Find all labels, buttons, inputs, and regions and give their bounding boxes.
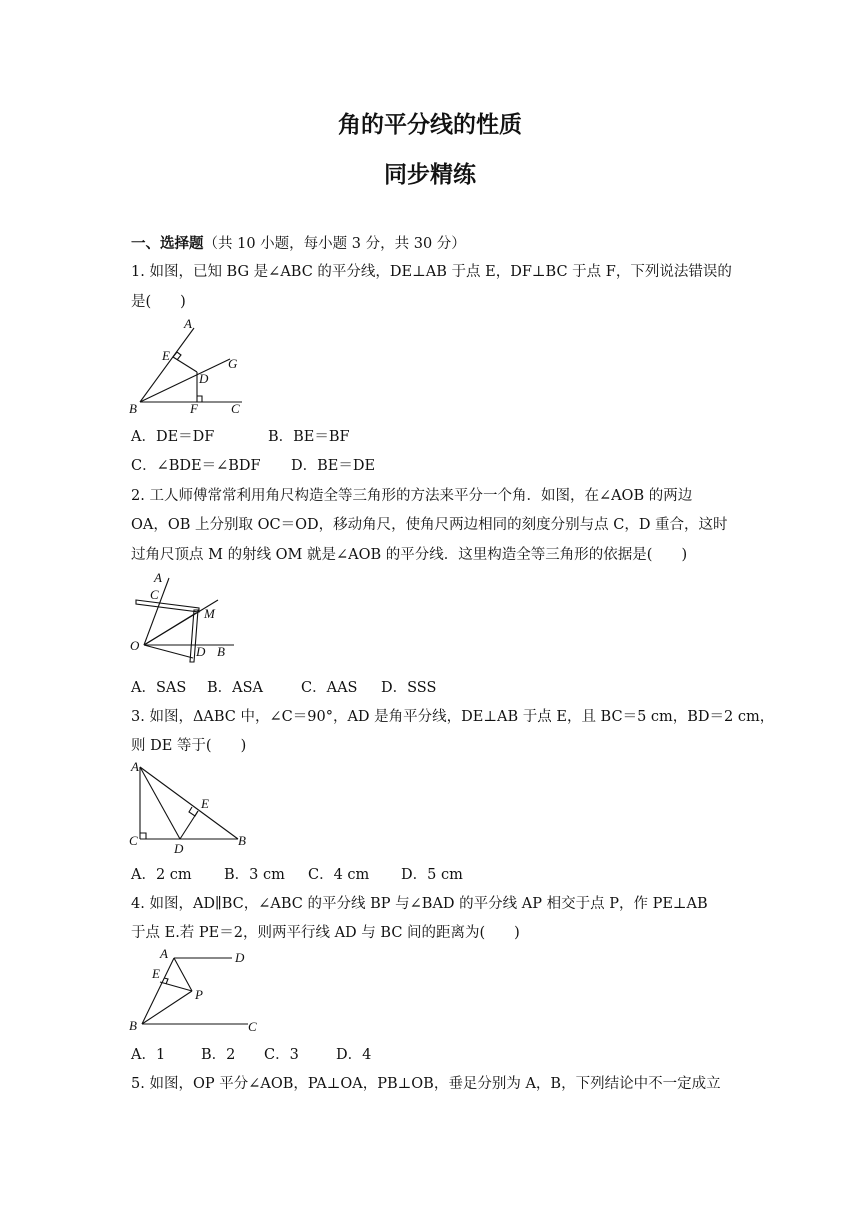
q2-line-1: 2. 工人师傅常常利用角尺构造全等三角形的方法来平分一个角．如图，在∠AOB 的两边 bbox=[131, 488, 693, 504]
q2-option-a: A．SAS bbox=[131, 680, 187, 696]
q1-label-b: B bbox=[129, 401, 137, 416]
q2-label-m: M bbox=[204, 606, 215, 621]
q1-figure bbox=[122, 315, 252, 420]
q3-option-a: A．2 cm bbox=[131, 867, 192, 883]
q1-option-b: B．BE＝BF bbox=[268, 429, 350, 445]
q1-label-g: G bbox=[228, 356, 238, 371]
q5-line-1: 5. 如图，OP 平分∠AOB，PA⊥OA，PB⊥OB，垂足分别为 A，B，下列结论中不一定成立 bbox=[131, 1076, 721, 1092]
q1-line-1: 1. 如图，已知 BG 是∠ABC 的平分线，DE⊥AB 于点 E，DF⊥BC 于点 F，下列说法错误的 bbox=[131, 264, 732, 280]
q3-line-1: 3. 如图，ΔABC 中，∠C＝90°，AD 是角平分线，DE⊥AB 于点 E，且 BC＝5 cm，BD＝2 cm， bbox=[131, 709, 775, 725]
q1-label-e: E bbox=[162, 348, 170, 363]
q2-label-c: C bbox=[150, 587, 159, 602]
q2-figure bbox=[124, 570, 239, 665]
q3-label-c: C bbox=[129, 833, 138, 848]
q1-label-d: D bbox=[199, 371, 209, 386]
q4-label-d: D bbox=[235, 950, 245, 965]
q2-options bbox=[131, 676, 436, 697]
q4-label-e: E bbox=[152, 966, 160, 981]
q4-label-p: P bbox=[195, 987, 203, 1002]
section-note: （共 10 小题，每小题 3 分，共 30 分） bbox=[203, 236, 466, 252]
q3-label-d: D bbox=[174, 841, 184, 856]
q4-line-1: 4. 如图，AD∥BC，∠ABC 的平分线 BP 与∠BAD 的平分线 AP 相交于点 P，作 PE⊥AB bbox=[131, 896, 708, 912]
q1-options-row-2 bbox=[131, 454, 375, 475]
q3-line-2: 则 DE 等于( ) bbox=[131, 738, 247, 754]
q1-label-a: A bbox=[184, 316, 192, 331]
q3-figure bbox=[124, 757, 259, 857]
q2-option-d: D．SSS bbox=[381, 680, 437, 696]
q3-label-e: E bbox=[201, 796, 209, 811]
q4-option-a: A．1 bbox=[131, 1047, 166, 1063]
q1-option-c: C．∠BDE＝∠BDF bbox=[131, 458, 261, 474]
q4-figure bbox=[124, 944, 264, 1039]
q4-line-2: 于点 E.若 PE＝2，则两平行线 AD 与 BC 间的距离为( ) bbox=[131, 925, 520, 941]
q3-option-b: B．3 cm bbox=[224, 867, 285, 883]
q1-label-f: F bbox=[190, 401, 198, 416]
q1-option-d: D．BE＝DE bbox=[291, 458, 376, 474]
q4-option-c: C．3 bbox=[264, 1047, 299, 1063]
q2-line-2: OA，OB 上分别取 OC＝OD，移动角尺，使角尺两边相同的刻度分别与点 C，D 重合，这时 bbox=[131, 517, 728, 533]
q3-label-a: A bbox=[131, 759, 139, 774]
q2-line-3: 过角尺顶点 M 的射线 OM 就是∠AOB 的平分线．这里构造全等三角形的依据是( ) bbox=[131, 547, 688, 563]
q2-label-o: O bbox=[130, 638, 140, 653]
q4-label-a: A bbox=[160, 946, 168, 961]
page-subtitle: 同步精练 bbox=[384, 162, 476, 188]
q2-label-d: D bbox=[196, 644, 206, 659]
q1-label-c: C bbox=[231, 401, 240, 416]
q3-options bbox=[131, 863, 463, 884]
q1-option-a: A．DE＝DF bbox=[131, 429, 215, 445]
q4-option-b: B．2 bbox=[201, 1047, 236, 1063]
q4-label-c: C bbox=[248, 1019, 257, 1034]
section-heading bbox=[131, 232, 466, 253]
q4-option-d: D．4 bbox=[336, 1047, 372, 1063]
section-title: 一、选择题 bbox=[131, 236, 204, 252]
q2-label-b: B bbox=[217, 644, 225, 659]
q4-options bbox=[131, 1043, 371, 1064]
q2-option-b: B．ASA bbox=[207, 680, 264, 696]
q3-option-c: C．4 cm bbox=[308, 867, 370, 883]
page-title: 角的平分线的性质 bbox=[338, 112, 522, 138]
q4-label-b: B bbox=[129, 1018, 137, 1033]
q2-option-c: C．AAS bbox=[301, 680, 358, 696]
q1-line-2: 是( ) bbox=[131, 294, 186, 310]
q3-label-b: B bbox=[238, 833, 246, 848]
q3-option-d: D．5 cm bbox=[401, 867, 463, 883]
q2-label-a: A bbox=[154, 570, 162, 585]
q1-options-row-1 bbox=[131, 425, 350, 446]
